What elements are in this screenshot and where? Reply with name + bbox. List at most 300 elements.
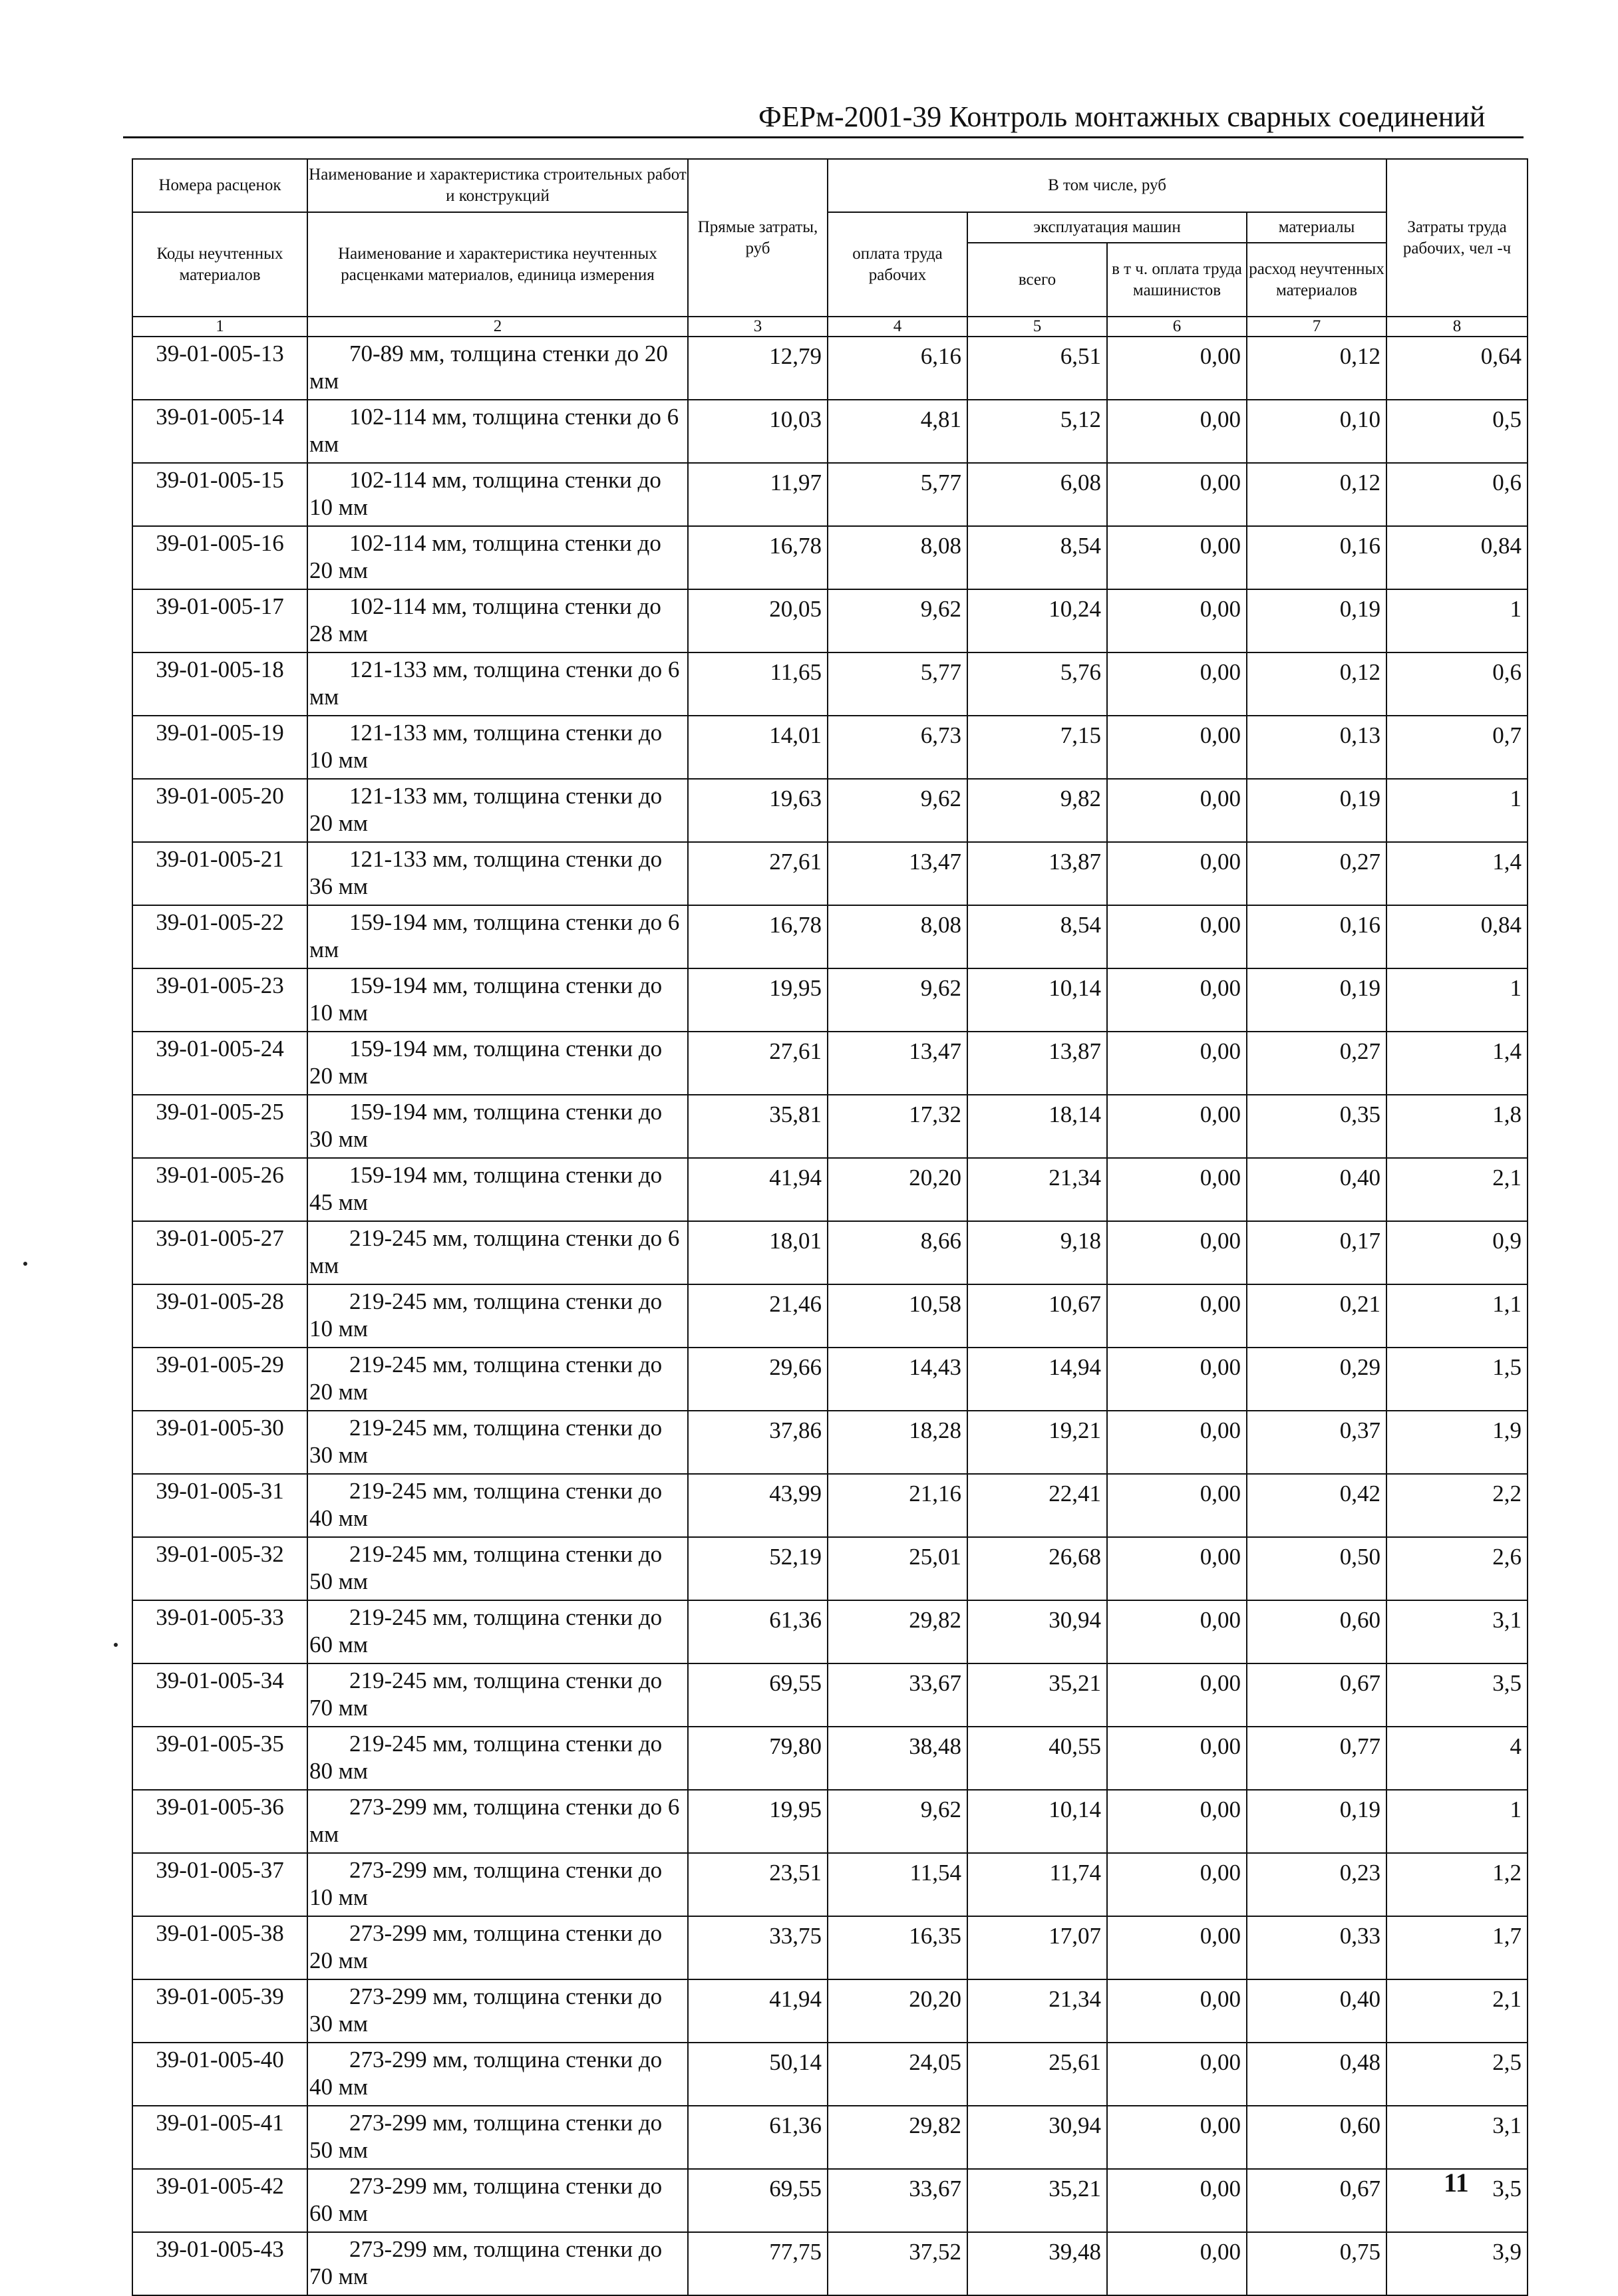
materials-cost-cell: 0,67 [1247, 1663, 1386, 1727]
header-material-codes: Коды неучтенных материалов [132, 212, 307, 317]
labor-hours-cell: 4 [1386, 1727, 1528, 1790]
column-number: 8 [1386, 317, 1528, 337]
table-row [132, 2169, 1528, 2232]
materials-cost-cell: 0,12 [1247, 463, 1386, 526]
direct-costs-cell: 41,94 [688, 1979, 828, 2043]
materials-cost-cell: 0,12 [1247, 652, 1386, 716]
header-rate-numbers: Номера расценок [132, 159, 307, 212]
materials-cost-cell: 0,19 [1247, 589, 1386, 652]
work-description-cell: 102-114 мм, толщина стенки до 10 мм [307, 463, 688, 526]
materials-cost-cell: 0,27 [1247, 842, 1386, 905]
rate-code-cell: 39-01-005-40 [132, 2043, 307, 2106]
table-row [132, 589, 1528, 652]
operator-pay-cell: 0,00 [1107, 463, 1247, 526]
rate-code-cell: 39-01-005-21 [132, 842, 307, 905]
machine-costs-cell: 10,14 [967, 968, 1107, 1032]
materials-cost-cell: 0,77 [1247, 1727, 1386, 1790]
worker-pay-cell: 21,16 [828, 1474, 967, 1537]
labor-hours-cell: 1,4 [1386, 1032, 1528, 1095]
table-row [132, 526, 1528, 589]
worker-pay-cell: 9,62 [828, 779, 967, 842]
operator-pay-cell: 0,00 [1107, 716, 1247, 779]
rate-code-cell: 39-01-005-19 [132, 716, 307, 779]
operator-pay-cell: 0,00 [1107, 1221, 1247, 1284]
direct-costs-cell: 20,05 [688, 589, 828, 652]
worker-pay-cell: 17,32 [828, 1095, 967, 1158]
machine-costs-cell: 30,94 [967, 1600, 1107, 1663]
labor-hours-cell: 1 [1386, 589, 1528, 652]
direct-costs-cell: 18,01 [688, 1221, 828, 1284]
machine-costs-cell: 19,21 [967, 1411, 1107, 1474]
column-number: 5 [967, 317, 1107, 337]
table-row [132, 1853, 1528, 1916]
table-row [132, 1537, 1528, 1600]
machine-costs-cell: 39,48 [967, 2232, 1107, 2295]
operator-pay-cell: 0,00 [1107, 1853, 1247, 1916]
labor-hours-cell: 3,1 [1386, 2106, 1528, 2169]
materials-cost-cell: 0,33 [1247, 1916, 1386, 1979]
work-description-cell: 159-194 мм, толщина стенки до 6 мм [307, 905, 688, 968]
work-description-cell: 273-299 мм, толщина стенки до 6 мм [307, 1790, 688, 1853]
labor-hours-cell: 0,6 [1386, 463, 1528, 526]
operator-pay-cell: 0,00 [1107, 2169, 1247, 2232]
labor-hours-cell: 0,7 [1386, 716, 1528, 779]
materials-cost-cell: 0,17 [1247, 1221, 1386, 1284]
machine-costs-cell: 21,34 [967, 1158, 1107, 1221]
table-row [132, 400, 1528, 463]
direct-costs-cell: 33,75 [688, 1916, 828, 1979]
operator-pay-cell: 0,00 [1107, 1158, 1247, 1221]
operator-pay-cell: 0,00 [1107, 2106, 1247, 2169]
worker-pay-cell: 9,62 [828, 589, 967, 652]
rate-code-cell: 39-01-005-14 [132, 400, 307, 463]
rate-code-cell: 39-01-005-20 [132, 779, 307, 842]
work-description-cell: 219-245 мм, толщина стенки до 30 мм [307, 1411, 688, 1474]
direct-costs-cell: 16,78 [688, 905, 828, 968]
work-description-cell: 159-194 мм, толщина стенки до 10 мм [307, 968, 688, 1032]
operator-pay-cell: 0,00 [1107, 337, 1247, 400]
table-row [132, 2106, 1528, 2169]
column-number: 1 [132, 317, 307, 337]
column-number: 3 [688, 317, 828, 337]
column-number: 6 [1107, 317, 1247, 337]
work-description-cell: 102-114 мм, толщина стенки до 6 мм [307, 400, 688, 463]
machine-costs-cell: 6,08 [967, 463, 1107, 526]
worker-pay-cell: 9,62 [828, 968, 967, 1032]
work-description-cell: 219-245 мм, толщина стенки до 20 мм [307, 1348, 688, 1411]
table-body [132, 337, 1528, 2295]
operator-pay-cell: 0,00 [1107, 526, 1247, 589]
table-row [132, 652, 1528, 716]
worker-pay-cell: 33,67 [828, 2169, 967, 2232]
operator-pay-cell: 0,00 [1107, 1032, 1247, 1095]
header-total: всего [967, 243, 1107, 317]
table-row [132, 1979, 1528, 2043]
worker-pay-cell: 8,66 [828, 1221, 967, 1284]
rate-code-cell: 39-01-005-26 [132, 1158, 307, 1221]
materials-cost-cell: 0,23 [1247, 1853, 1386, 1916]
rate-code-cell: 39-01-005-32 [132, 1537, 307, 1600]
rate-code-cell: 39-01-005-42 [132, 2169, 307, 2232]
rate-code-cell: 39-01-005-37 [132, 1853, 307, 1916]
work-description-cell: 273-299 мм, толщина стенки до 50 мм [307, 2106, 688, 2169]
worker-pay-cell: 18,28 [828, 1411, 967, 1474]
table-row [132, 1095, 1528, 1158]
worker-pay-cell: 5,77 [828, 652, 967, 716]
machine-costs-cell: 25,61 [967, 2043, 1107, 2106]
direct-costs-cell: 14,01 [688, 716, 828, 779]
operator-pay-cell: 0,00 [1107, 1537, 1247, 1600]
labor-hours-cell: 1,4 [1386, 842, 1528, 905]
operator-pay-cell: 0,00 [1107, 1600, 1247, 1663]
materials-cost-cell: 0,35 [1247, 1095, 1386, 1158]
labor-hours-cell: 0,84 [1386, 905, 1528, 968]
work-description-cell: 273-299 мм, толщина стенки до 60 мм [307, 2169, 688, 2232]
direct-costs-cell: 79,80 [688, 1727, 828, 1790]
worker-pay-cell: 25,01 [828, 1537, 967, 1600]
labor-hours-cell: 2,6 [1386, 1537, 1528, 1600]
materials-cost-cell: 0,48 [1247, 2043, 1386, 2106]
worker-pay-cell: 10,58 [828, 1284, 967, 1348]
work-description-cell: 159-194 мм, толщина стенки до 45 мм [307, 1158, 688, 1221]
machine-costs-cell: 8,54 [967, 905, 1107, 968]
operator-pay-cell: 0,00 [1107, 1790, 1247, 1853]
operator-pay-cell: 0,00 [1107, 1727, 1247, 1790]
operator-pay-cell: 0,00 [1107, 1348, 1247, 1411]
scan-speck [23, 1262, 27, 1266]
table-row [132, 337, 1528, 400]
norms-table [132, 158, 1528, 2296]
machine-costs-cell: 8,54 [967, 526, 1107, 589]
direct-costs-cell: 12,79 [688, 337, 828, 400]
labor-hours-cell: 3,1 [1386, 1600, 1528, 1663]
table-row [132, 1600, 1528, 1663]
rate-code-cell: 39-01-005-13 [132, 337, 307, 400]
rate-code-cell: 39-01-005-28 [132, 1284, 307, 1348]
rate-code-cell: 39-01-005-29 [132, 1348, 307, 1411]
labor-hours-cell: 2,1 [1386, 1979, 1528, 2043]
table-row [132, 1727, 1528, 1790]
worker-pay-cell: 38,48 [828, 1727, 967, 1790]
work-description-cell: 121-133 мм, толщина стенки до 6 мм [307, 652, 688, 716]
work-description-cell: 102-114 мм, толщина стенки до 20 мм [307, 526, 688, 589]
rate-code-cell: 39-01-005-33 [132, 1600, 307, 1663]
labor-hours-cell: 0,84 [1386, 526, 1528, 589]
machine-costs-cell: 13,87 [967, 842, 1107, 905]
table-row [132, 1663, 1528, 1727]
rate-code-cell: 39-01-005-39 [132, 1979, 307, 2043]
materials-cost-cell: 0,37 [1247, 1411, 1386, 1474]
page-number: 11 [1444, 2168, 1469, 2198]
table-row [132, 1032, 1528, 1095]
materials-cost-cell: 0,75 [1247, 2232, 1386, 2295]
header-materials: материалы [1247, 212, 1386, 243]
labor-hours-cell: 1,5 [1386, 1348, 1528, 1411]
materials-cost-cell: 0,60 [1247, 1600, 1386, 1663]
direct-costs-cell: 69,55 [688, 2169, 828, 2232]
operator-pay-cell: 0,00 [1107, 589, 1247, 652]
work-description-cell: 121-133 мм, толщина стенки до 20 мм [307, 779, 688, 842]
rate-code-cell: 39-01-005-27 [132, 1221, 307, 1284]
rate-code-cell: 39-01-005-18 [132, 652, 307, 716]
header-material-name: Наименование и характеристика неучтенных расценками материалов, единица измерения [307, 212, 688, 317]
header-material-consumption: расход неучтенных материалов [1247, 243, 1386, 317]
rate-code-cell: 39-01-005-31 [132, 1474, 307, 1537]
labor-hours-cell: 2,2 [1386, 1474, 1528, 1537]
work-description-cell: 70-89 мм, толщина стенки до 20 мм [307, 337, 688, 400]
table-row [132, 1916, 1528, 1979]
worker-pay-cell: 20,20 [828, 1158, 967, 1221]
machine-costs-cell: 6,51 [967, 337, 1107, 400]
worker-pay-cell: 14,43 [828, 1348, 967, 1411]
machine-costs-cell: 18,14 [967, 1095, 1107, 1158]
worker-pay-cell: 13,47 [828, 842, 967, 905]
labor-hours-cell: 3,5 [1386, 2169, 1528, 2232]
direct-costs-cell: 19,95 [688, 968, 828, 1032]
work-description-cell: 159-194 мм, толщина стенки до 30 мм [307, 1095, 688, 1158]
materials-cost-cell: 0,40 [1247, 1979, 1386, 2043]
direct-costs-cell: 61,36 [688, 1600, 828, 1663]
table-row [132, 1474, 1528, 1537]
operator-pay-cell: 0,00 [1107, 400, 1247, 463]
table-row [132, 779, 1528, 842]
worker-pay-cell: 37,52 [828, 2232, 967, 2295]
header-incl-operators: в т ч. оплата труда машинистов [1107, 243, 1247, 317]
work-description-cell: 159-194 мм, толщина стенки до 20 мм [307, 1032, 688, 1095]
rate-code-cell: 39-01-005-34 [132, 1663, 307, 1727]
materials-cost-cell: 0,19 [1247, 968, 1386, 1032]
direct-costs-cell: 19,95 [688, 1790, 828, 1853]
table-row [132, 905, 1528, 968]
table-header [132, 159, 1528, 337]
header-work-name: Наименование и характеристика строительных работ и конструкций [307, 159, 688, 212]
operator-pay-cell: 0,00 [1107, 1663, 1247, 1727]
labor-hours-cell: 1,8 [1386, 1095, 1528, 1158]
rate-code-cell: 39-01-005-36 [132, 1790, 307, 1853]
machine-costs-cell: 11,74 [967, 1853, 1107, 1916]
direct-costs-cell: 29,66 [688, 1348, 828, 1411]
machine-costs-cell: 14,94 [967, 1348, 1107, 1411]
materials-cost-cell: 0,19 [1247, 1790, 1386, 1853]
header-direct-costs: Прямые затраты, руб [688, 159, 828, 317]
materials-cost-cell: 0,67 [1247, 2169, 1386, 2232]
operator-pay-cell: 0,00 [1107, 842, 1247, 905]
labor-hours-cell: 2,1 [1386, 1158, 1528, 1221]
direct-costs-cell: 43,99 [688, 1474, 828, 1537]
work-description-cell: 219-245 мм, толщина стенки до 50 мм [307, 1537, 688, 1600]
direct-costs-cell: 61,36 [688, 2106, 828, 2169]
machine-costs-cell: 5,12 [967, 400, 1107, 463]
materials-cost-cell: 0,10 [1247, 400, 1386, 463]
work-description-cell: 273-299 мм, толщина стенки до 10 мм [307, 1853, 688, 1916]
direct-costs-cell: 50,14 [688, 2043, 828, 2106]
labor-hours-cell: 2,5 [1386, 2043, 1528, 2106]
machine-costs-cell: 10,14 [967, 1790, 1107, 1853]
direct-costs-cell: 77,75 [688, 2232, 828, 2295]
materials-cost-cell: 0,50 [1247, 1537, 1386, 1600]
table-row [132, 1221, 1528, 1284]
direct-costs-cell: 19,63 [688, 779, 828, 842]
header-rule [123, 136, 1524, 138]
header-including: В том числе, руб [828, 159, 1386, 212]
work-description-cell: 219-245 мм, толщина стенки до 40 мм [307, 1474, 688, 1537]
labor-hours-cell: 1,9 [1386, 1411, 1528, 1474]
work-description-cell: 273-299 мм, толщина стенки до 70 мм [307, 2232, 688, 2295]
work-description-cell: 219-245 мм, толщина стенки до 60 мм [307, 1600, 688, 1663]
rate-code-cell: 39-01-005-15 [132, 463, 307, 526]
rate-code-cell: 39-01-005-16 [132, 526, 307, 589]
running-head: ФЕРм-2001-39 Контроль монтажных сварных соединений [758, 100, 1486, 133]
materials-cost-cell: 0,42 [1247, 1474, 1386, 1537]
labor-hours-cell: 0,9 [1386, 1221, 1528, 1284]
operator-pay-cell: 0,00 [1107, 2043, 1247, 2106]
worker-pay-cell: 11,54 [828, 1853, 967, 1916]
machine-costs-cell: 40,55 [967, 1727, 1107, 1790]
worker-pay-cell: 6,73 [828, 716, 967, 779]
labor-hours-cell: 1 [1386, 779, 1528, 842]
machine-costs-cell: 9,82 [967, 779, 1107, 842]
work-description-cell: 219-245 мм, толщина стенки до 10 мм [307, 1284, 688, 1348]
direct-costs-cell: 41,94 [688, 1158, 828, 1221]
machine-costs-cell: 10,24 [967, 589, 1107, 652]
table-row [132, 842, 1528, 905]
materials-cost-cell: 0,19 [1247, 779, 1386, 842]
direct-costs-cell: 52,19 [688, 1537, 828, 1600]
materials-cost-cell: 0,60 [1247, 2106, 1386, 2169]
machine-costs-cell: 7,15 [967, 716, 1107, 779]
direct-costs-cell: 23,51 [688, 1853, 828, 1916]
direct-costs-cell: 16,78 [688, 526, 828, 589]
column-number: 4 [828, 317, 967, 337]
machine-costs-cell: 26,68 [967, 1537, 1107, 1600]
table-row [132, 968, 1528, 1032]
worker-pay-cell: 33,67 [828, 1663, 967, 1727]
direct-costs-cell: 27,61 [688, 1032, 828, 1095]
materials-cost-cell: 0,13 [1247, 716, 1386, 779]
header-worker-pay: оплата труда рабочих [828, 212, 967, 317]
materials-cost-cell: 0,12 [1247, 337, 1386, 400]
direct-costs-cell: 10,03 [688, 400, 828, 463]
materials-cost-cell: 0,21 [1247, 1284, 1386, 1348]
header-labor-costs: Затраты труда рабочих, чел -ч [1386, 159, 1528, 317]
worker-pay-cell: 5,77 [828, 463, 967, 526]
work-description-cell: 219-245 мм, толщина стенки до 70 мм [307, 1663, 688, 1727]
worker-pay-cell: 13,47 [828, 1032, 967, 1095]
operator-pay-cell: 0,00 [1107, 1474, 1247, 1537]
operator-pay-cell: 0,00 [1107, 652, 1247, 716]
worker-pay-cell: 4,81 [828, 400, 967, 463]
worker-pay-cell: 20,20 [828, 1979, 967, 2043]
rate-code-cell: 39-01-005-25 [132, 1095, 307, 1158]
machine-costs-cell: 17,07 [967, 1916, 1107, 1979]
operator-pay-cell: 0,00 [1107, 1979, 1247, 2043]
labor-hours-cell: 1,2 [1386, 1853, 1528, 1916]
table-row [132, 2043, 1528, 2106]
direct-costs-cell: 21,46 [688, 1284, 828, 1348]
machine-costs-cell: 30,94 [967, 2106, 1107, 2169]
machine-costs-cell: 21,34 [967, 1979, 1107, 2043]
worker-pay-cell: 8,08 [828, 526, 967, 589]
rate-code-cell: 39-01-005-23 [132, 968, 307, 1032]
materials-cost-cell: 0,16 [1247, 526, 1386, 589]
machine-costs-cell: 9,18 [967, 1221, 1107, 1284]
column-number-row [132, 317, 1528, 337]
labor-hours-cell: 1 [1386, 968, 1528, 1032]
work-description-cell: 273-299 мм, толщина стенки до 40 мм [307, 2043, 688, 2106]
labor-hours-cell: 3,5 [1386, 1663, 1528, 1727]
work-description-cell: 273-299 мм, толщина стенки до 20 мм [307, 1916, 688, 1979]
operator-pay-cell: 0,00 [1107, 2232, 1247, 2295]
machine-costs-cell: 35,21 [967, 2169, 1107, 2232]
materials-cost-cell: 0,29 [1247, 1348, 1386, 1411]
labor-hours-cell: 0,6 [1386, 652, 1528, 716]
operator-pay-cell: 0,00 [1107, 1284, 1247, 1348]
rate-code-cell: 39-01-005-43 [132, 2232, 307, 2295]
operator-pay-cell: 0,00 [1107, 1916, 1247, 1979]
header-machine-operation: эксплуатация машин [967, 212, 1247, 243]
worker-pay-cell: 9,62 [828, 1790, 967, 1853]
labor-hours-cell: 3,9 [1386, 2232, 1528, 2295]
worker-pay-cell: 8,08 [828, 905, 967, 968]
operator-pay-cell: 0,00 [1107, 905, 1247, 968]
work-description-cell: 121-133 мм, толщина стенки до 10 мм [307, 716, 688, 779]
machine-costs-cell: 13,87 [967, 1032, 1107, 1095]
rate-code-cell: 39-01-005-35 [132, 1727, 307, 1790]
direct-costs-cell: 27,61 [688, 842, 828, 905]
work-description-cell: 219-245 мм, толщина стенки до 6 мм [307, 1221, 688, 1284]
table-row [132, 1348, 1528, 1411]
operator-pay-cell: 0,00 [1107, 1095, 1247, 1158]
work-description-cell: 121-133 мм, толщина стенки до 36 мм [307, 842, 688, 905]
rate-code-cell: 39-01-005-30 [132, 1411, 307, 1474]
table-row [132, 1284, 1528, 1348]
rate-code-cell: 39-01-005-38 [132, 1916, 307, 1979]
direct-costs-cell: 35,81 [688, 1095, 828, 1158]
rate-code-cell: 39-01-005-22 [132, 905, 307, 968]
table-row [132, 1411, 1528, 1474]
operator-pay-cell: 0,00 [1107, 1411, 1247, 1474]
table-row [132, 716, 1528, 779]
machine-costs-cell: 5,76 [967, 652, 1107, 716]
machine-costs-cell: 35,21 [967, 1663, 1107, 1727]
worker-pay-cell: 6,16 [828, 337, 967, 400]
rate-code-cell: 39-01-005-41 [132, 2106, 307, 2169]
materials-cost-cell: 0,40 [1247, 1158, 1386, 1221]
direct-costs-cell: 37,86 [688, 1411, 828, 1474]
operator-pay-cell: 0,00 [1107, 779, 1247, 842]
direct-costs-cell: 69,55 [688, 1663, 828, 1727]
labor-hours-cell: 1,1 [1386, 1284, 1528, 1348]
work-description-cell: 273-299 мм, толщина стенки до 30 мм [307, 1979, 688, 2043]
column-number: 2 [307, 317, 688, 337]
direct-costs-cell: 11,65 [688, 652, 828, 716]
table-row [132, 2232, 1528, 2295]
materials-cost-cell: 0,27 [1247, 1032, 1386, 1095]
labor-hours-cell: 1,7 [1386, 1916, 1528, 1979]
materials-cost-cell: 0,16 [1247, 905, 1386, 968]
table-row [132, 1790, 1528, 1853]
worker-pay-cell: 29,82 [828, 1600, 967, 1663]
labor-hours-cell: 0,5 [1386, 400, 1528, 463]
rate-code-cell: 39-01-005-24 [132, 1032, 307, 1095]
labor-hours-cell: 0,64 [1386, 337, 1528, 400]
worker-pay-cell: 24,05 [828, 2043, 967, 2106]
worker-pay-cell: 16,35 [828, 1916, 967, 1979]
table-row [132, 1158, 1528, 1221]
direct-costs-cell: 11,97 [688, 463, 828, 526]
operator-pay-cell: 0,00 [1107, 968, 1247, 1032]
machine-costs-cell: 22,41 [967, 1474, 1107, 1537]
